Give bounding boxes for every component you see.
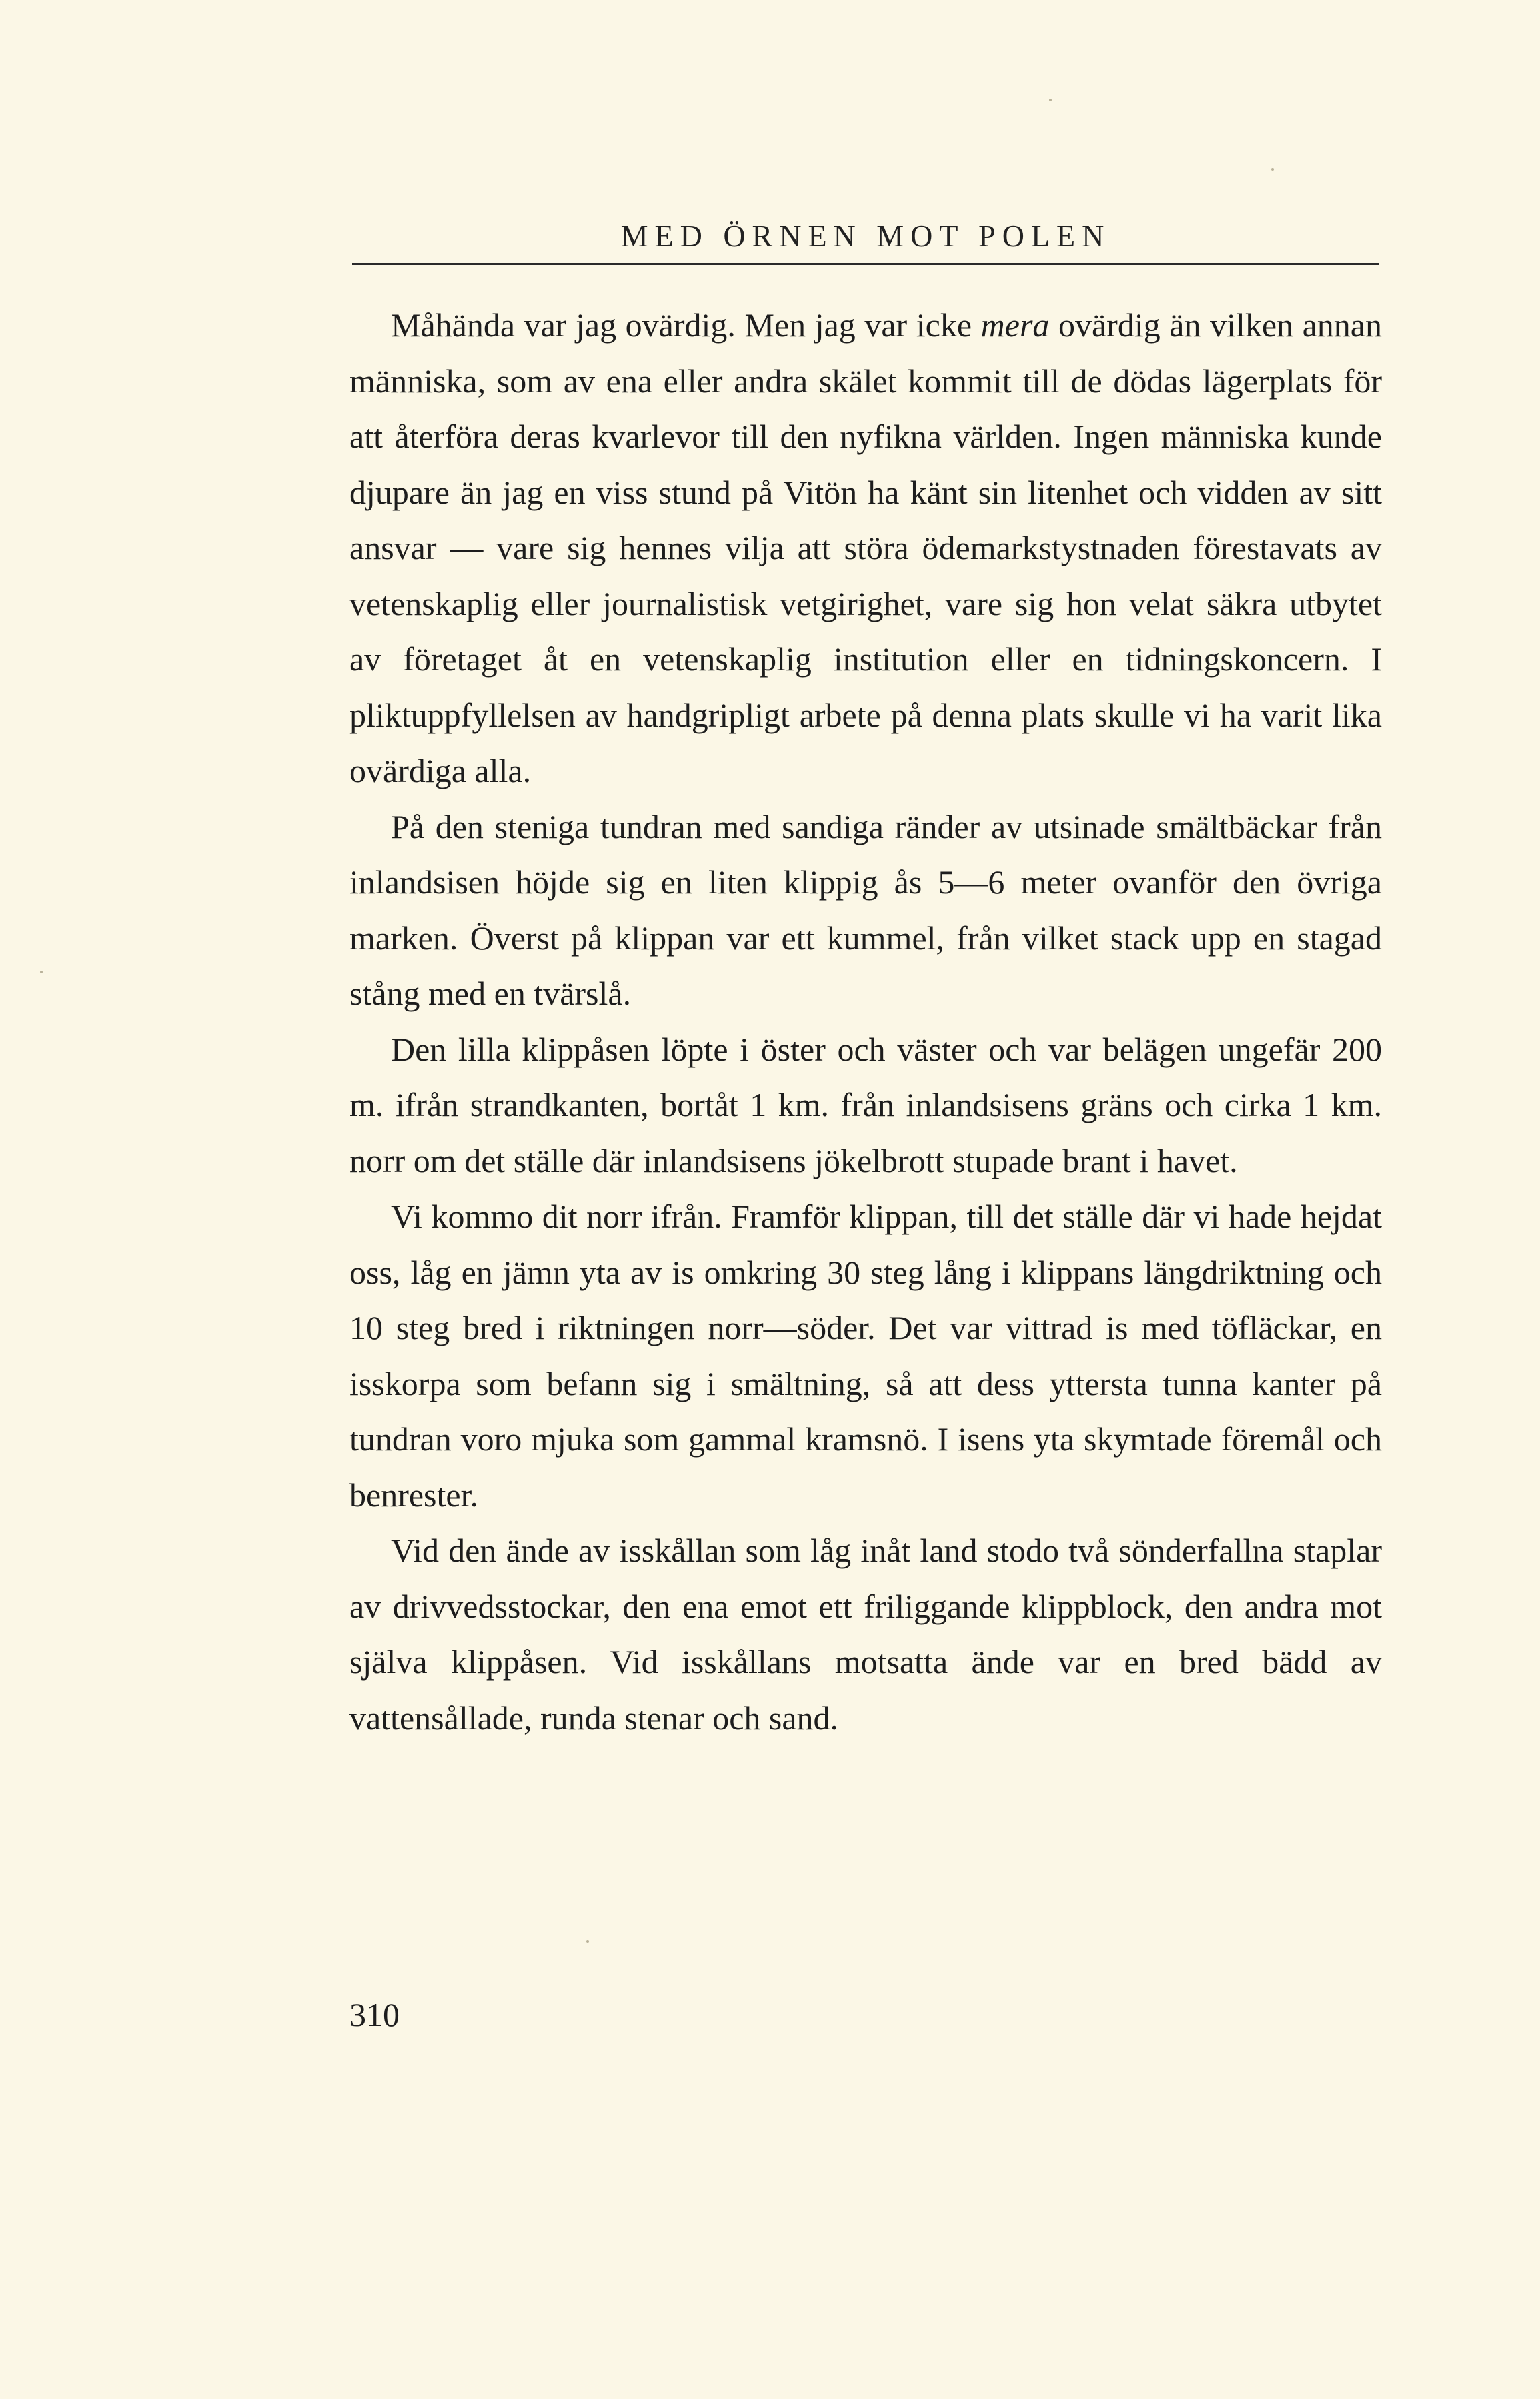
paragraph-5: Vid den ände av isskållan som låg inåt land stodo två sönderfallna staplar av drivvedsstockar, den ena emot ett friliggande klippblock, den andra mot själva klippåsen. Vid isskållans motsatta ände var en bred bädd av vattensållade, runda stenar och sand. [349,1532,1382,1737]
paragraph-1-text-a: Måhända var jag ovärdig. Men jag var icke [391,306,981,344]
paper-speck [1271,168,1274,171]
page-number: 310 [349,1996,400,2033]
paper-speck [586,1940,589,1943]
paragraph-3: Den lilla klippåsen löpte i öster och väster och var belägen ungefär 200 m. ifrån strandkanten, bortåt 1 km. från inlandsisens gräns och cirka 1 km. norr om det ställe där inlandsisens jökelbrott stupade brant i havet. [349,1030,1382,1179]
paragraph-2: På den steniga tundran med sandiga ränder av utsinade smältbäckar från inlandsisen höjde sig en liten klippig ås 5—6 meter ovanför den övriga marken. Överst på klippan var ett kummel, från vilket stack upp en stagad stång med en tvärslå. [349,807,1382,1012]
paragraph-1-emphasis: mera [980,306,1050,344]
body-text [349,298,1382,1746]
paragraph-4: Vi kommo dit norr ifrån. Framför klippan, till det ställe där vi hade hejdat oss, låg en jämn yta av is omkring 30 steg lång i klippans längdriktning och 10 steg bred i riktningen norr—söder. Det var vittrad is med töfläckar, en isskorpa som befann sig i smältning, så att dess yttersta tunna kanter på tundran voro mjuka som gammal kramsnö. I isens yta skymtade föremål och benrester. [349,1197,1382,1514]
header-rule [352,263,1379,265]
paragraph-1 [349,298,1382,799]
paper-speck [40,971,43,973]
paper-speck [1049,99,1052,101]
running-head-title: MED ÖRNEN MOT POLEN [620,219,1111,253]
paragraph-1-text-b: ovärdig än vilken annan människa, som av ena eller andra skälet kommit till de dödas lägerplats för att återföra deras kvarlevor till den nyfikna världen. Ingen människa kunde djupare än jag en viss stund på Vitön ha känt sin litenhet och vidden av sitt ansvar — vare sig hennes vilja att störa ödemarkstystnaden förestavats av vetenskaplig eller journalistisk vetgirighet, vare sig hon velat säkra utbytet av företaget åt en vetenskaplig institution eller en tidningskoncern. I pliktuppfyllelsen av handgripligt arbete på denna plats skulle vi ha varit lika ovärdiga alla. [349,306,1382,789]
